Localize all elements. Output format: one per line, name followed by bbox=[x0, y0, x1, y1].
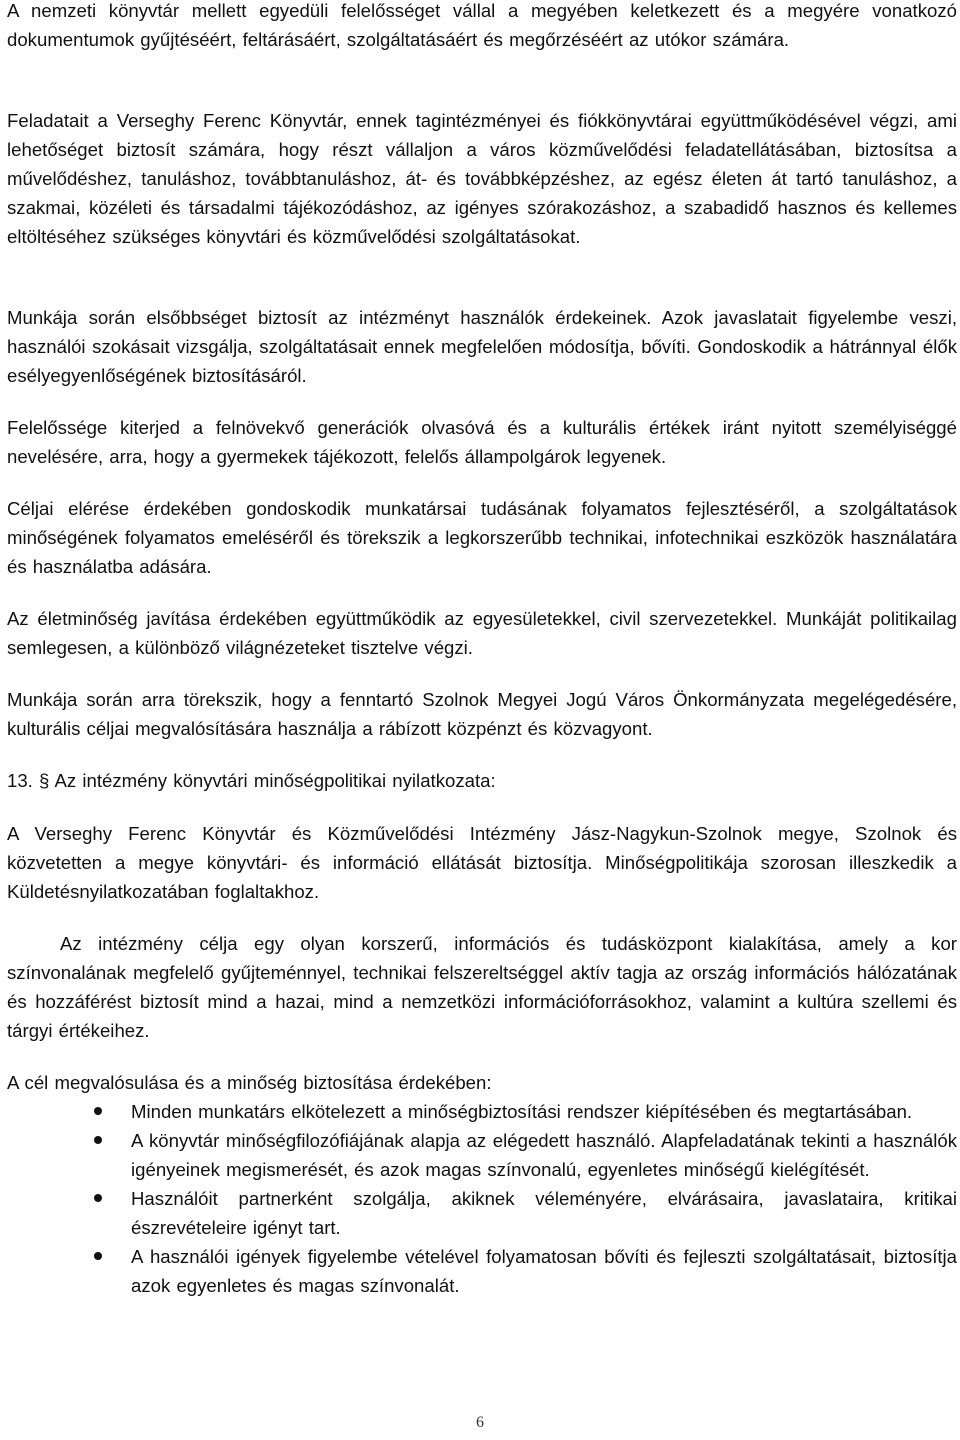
paragraph-tasks: Feladatait a Verseghy Ferenc Könyvtár, ennek tagintézményei és fiókkönyvtárai együttműködésével végzi, ami lehetőséget biztosít számára, hogy részt vállaljon a város közművelődési feladatellátásában, biztosítsa a művelődéshez, tanuláshoz, továbbtanuláshoz, át- és továbbképzéshez, az egész életen át tartó tanuláshoz, a szakmai, közéleti és társadalmi tájékozódáshoz, az igényes szórakozáshoz, a szabadidő hasznos és kellemes eltöltéséhez szükséges könyvtári és közművelődési szolgáltatásokat. bbox=[7, 110, 957, 247]
paragraph-institution-goal: Az intézmény célja egy olyan korszerű, információs és tudásközpont kialakítása, amely a kor színvonalának megfelelő gyűjteménnyel, technikai felszereltséggel aktív tagja az ország információs hálózatának és hozzáférést biztosít mind a hazai, mind a nemzetközi információforrásokhoz, valamint a kultúra szellemi és tárgyi értékeihez. bbox=[7, 933, 957, 1041]
list-item: A könyvtár minőségfilozófiájának alapja az elégedett használó. Alapfeladatának tekinti a használók igényeinek megismerését, és azok magas színvonalú, egyenletes minőségű kielégítését. bbox=[7, 1126, 957, 1184]
paragraph-user-priority: Munkája során elsőbbséget biztosít az intézményt használók érdekeinek. Azok javaslatait figyelembe veszi, használói szokásait vizsgálja, szolgáltatásait ennek megfelelően módosítja, bővíti. Gondoskodik a hátránnyal élők esélyegyenlőségének biztosításáról. bbox=[7, 307, 957, 386]
paragraph-county-service: A Verseghy Ferenc Könyvtár és Közművelődési Intézmény Jász-Nagykun-Szolnok megye, Szolnok és közvetetten a megye könyvtári- és információ ellátását biztosítja. Minőségpolitikája szorosan illeszkedik a Küldetésnyilatkozatában foglaltakhoz. bbox=[7, 823, 957, 902]
quality-bullet-list bbox=[7, 1097, 957, 1300]
paragraph-quality-of-life: Az életminőség javítása érdekében együttműködik az egyesületekkel, civil szervezetekkel. Munkáját politikailag semlegesen, a különböző világnézeteket tisztelve végzi. bbox=[7, 608, 957, 658]
paragraph-staff-development: Céljai elérése érdekében gondoskodik munkatársai tudásának folyamatos fejlesztéséről, a szolgáltatások minőségének folyamatos emeléséről és törekszik a legkorszerűbb technikai, infotechnikai eszközök használatára és használatba adására. bbox=[7, 498, 957, 577]
bullet-dot-icon bbox=[94, 1194, 102, 1202]
bullet-dot-icon bbox=[94, 1136, 102, 1144]
bullet-dot-icon bbox=[94, 1252, 102, 1260]
section-heading-quality-policy: 13. § Az intézmény könyvtári minőségpolitikai nyilatkozata: bbox=[7, 770, 496, 791]
paragraph-generations: Felelőssége kiterjed a felnövekvő generációk olvasóvá és a kulturális értékek iránt nyitott személyiséggé nevelésére, arra, hogy a gyermekek tájékozott, felelős állampolgárok legyenek. bbox=[7, 417, 957, 467]
list-item: A használói igények figyelembe vételével folyamatosan bővíti és fejleszti szolgáltatásait, biztosítja azok egyenletes és magas színvonalát. bbox=[7, 1242, 957, 1300]
paragraph-archival-responsibility: A nemzeti könyvtár mellett egyedüli felelősséget vállal a megyében keletkezett és a megyére vonatkozó dokumentumok gyűjtéséért, feltárásáért, szolgáltatásáért és megőrzéséért az utókor számára. bbox=[7, 0, 957, 50]
bullet-dot-icon bbox=[94, 1107, 102, 1115]
list-item: Használóit partnerként szolgálja, akiknek véleményére, elvárásaira, javaslataira, kritikai észrevételeire igényt tart. bbox=[7, 1184, 957, 1242]
paragraph-goal-intro: A cél megvalósulása és a minőség biztosítása érdekében: bbox=[7, 1072, 492, 1093]
list-item: Minden munkatárs elkötelezett a minőségbiztosítási rendszer kiépítésében és megtartásában. bbox=[7, 1097, 957, 1126]
page-number: 6 bbox=[476, 1414, 484, 1431]
paragraph-maintainer: Munkája során arra törekszik, hogy a fenntartó Szolnok Megyei Jogú Város Önkormányzata megelégedésére, kulturális céljai megvalósítására használja a rábízott közpénzt és közvagyont. bbox=[7, 689, 957, 739]
